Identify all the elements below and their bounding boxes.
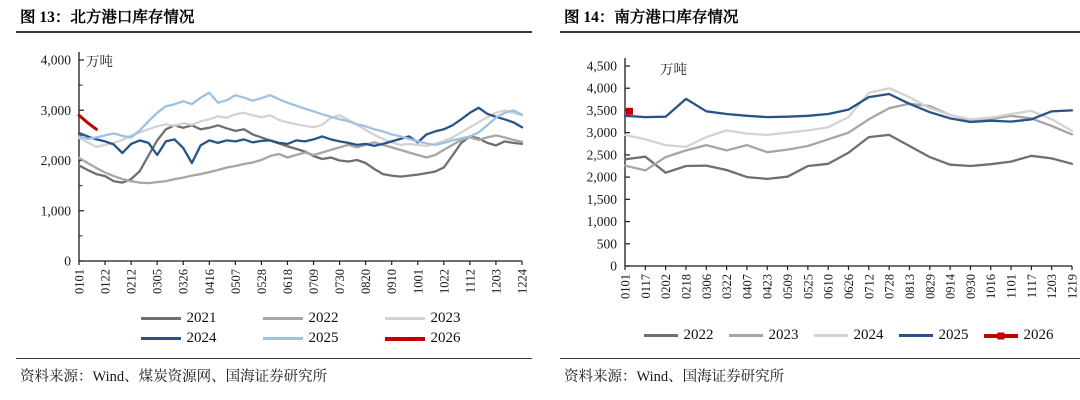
y-tick-label: 3,500 xyxy=(586,102,617,118)
x-tick-label: 1203 xyxy=(489,269,504,294)
y-tick-label: 2,000 xyxy=(586,169,617,185)
legend-item-2024 xyxy=(141,330,217,347)
y-tick-label: 1,500 xyxy=(586,191,617,207)
y-tick-label: 2,500 xyxy=(586,147,617,163)
legend-item-2023 xyxy=(385,310,461,327)
x-tick-label: 0212 xyxy=(124,269,139,294)
series-line-2023 xyxy=(625,104,1072,171)
x-tick-label: 0914 xyxy=(943,274,958,299)
legend-label: 2022 xyxy=(683,327,714,343)
x-tick-label: 0618 xyxy=(280,269,295,294)
y-tick-label: 1,000 xyxy=(586,214,617,230)
x-tick-label: 0407 xyxy=(740,274,755,299)
x-tick-label: 0507 xyxy=(228,269,243,294)
legend-swatch xyxy=(729,334,763,337)
x-tick-label: 0101 xyxy=(72,269,87,294)
y-tick-label: 1,000 xyxy=(40,203,71,219)
x-tick-label: 1016 xyxy=(984,274,999,299)
series-line-2026 xyxy=(79,115,96,129)
x-tick-label: 0525 xyxy=(801,274,816,299)
source-rule xyxy=(560,358,1080,359)
x-tick-label: 0709 xyxy=(307,269,322,294)
legend-row xyxy=(625,327,1072,344)
x-tick-label: 0820 xyxy=(359,269,374,294)
legend-item-2022 xyxy=(263,310,339,327)
legend-swatch xyxy=(385,337,425,341)
x-tick-label: 1224 xyxy=(515,269,530,294)
south-ports-line-chart xyxy=(560,44,1080,310)
y-tick-label: 3,000 xyxy=(586,125,617,141)
legend-swatch xyxy=(814,334,848,337)
y-tick-label: 0 xyxy=(610,258,617,274)
y-tick-label: 4,000 xyxy=(586,80,617,96)
x-tick-label: 0930 xyxy=(963,274,978,299)
x-tick-label: 0322 xyxy=(720,274,735,299)
legend-item-2023 xyxy=(729,327,799,344)
legend-swatch xyxy=(644,334,678,337)
series-line-2025 xyxy=(79,93,522,145)
x-tick-label: 1219 xyxy=(1065,274,1080,299)
y-tick-label: 4,500 xyxy=(586,58,617,74)
x-tick-label: 0626 xyxy=(842,274,856,299)
legend-row xyxy=(79,310,522,327)
legend-label: 2022 xyxy=(308,310,339,326)
legend-label: 2023 xyxy=(430,310,461,326)
legend-label: 2024 xyxy=(186,330,217,346)
x-tick-label: 0730 xyxy=(333,269,348,294)
figure-title-north: 图 13：北方港口库存情况 xyxy=(20,9,195,26)
x-tick-label: 0305 xyxy=(150,269,165,294)
legend-label: 2021 xyxy=(186,310,217,326)
legend-swatch xyxy=(263,317,303,320)
x-tick-label: 0416 xyxy=(202,269,217,294)
legend-swatch xyxy=(263,337,303,340)
chart-legend-north xyxy=(79,310,522,347)
legend-row xyxy=(79,330,522,347)
legend-label: 2026 xyxy=(1023,327,1054,343)
x-tick-label: 0528 xyxy=(254,269,269,294)
x-tick-label: 0218 xyxy=(679,274,694,299)
y-tick-label: 3,000 xyxy=(40,102,71,118)
x-tick-label: 0122 xyxy=(98,269,113,294)
legend-swatch xyxy=(984,334,1018,338)
y-tick-label: 2,000 xyxy=(40,153,71,168)
x-tick-label: 0712 xyxy=(862,274,877,299)
x-tick-label: 0813 xyxy=(902,274,917,299)
legend-item-2021 xyxy=(141,310,217,327)
legend-item-2026 xyxy=(984,327,1054,344)
legend-label: 2026 xyxy=(430,330,461,346)
legend-item-2022 xyxy=(644,327,714,344)
series-line-2022 xyxy=(625,135,1072,179)
x-tick-label: 0829 xyxy=(923,274,938,299)
legend-swatch xyxy=(899,334,933,337)
title-rule xyxy=(560,31,1080,33)
legend-marker xyxy=(997,332,1004,339)
x-tick-label: 0117 xyxy=(638,274,653,299)
x-tick-label: 1022 xyxy=(437,269,452,294)
y-tick-label: 4,000 xyxy=(40,52,71,68)
source-rule xyxy=(16,358,532,359)
title-rule xyxy=(16,31,532,33)
unit-label: 万吨 xyxy=(660,62,687,77)
x-tick-label: 0202 xyxy=(659,274,674,299)
y-tick-label: 0 xyxy=(64,253,71,269)
figure-south-ports xyxy=(560,0,1080,400)
legend-label: 2024 xyxy=(853,327,884,343)
x-tick-label: 0610 xyxy=(821,274,836,299)
source-note-north: 资料来源：Wind、煤炭资源网、国海证券研究所 xyxy=(20,369,328,385)
legend-label: 2023 xyxy=(768,327,799,343)
figure-north-ports xyxy=(16,0,532,400)
legend-item-2024 xyxy=(814,327,884,344)
legend-swatch xyxy=(385,317,425,320)
x-tick-label: 0509 xyxy=(781,274,796,299)
x-tick-label: 0910 xyxy=(385,269,400,294)
legend-label: 2025 xyxy=(308,330,339,346)
x-tick-label: 0101 xyxy=(618,274,633,299)
figure-title-south: 图 14：南方港口库存情况 xyxy=(564,9,739,26)
x-tick-label: 1101 xyxy=(1004,274,1019,299)
legend-swatch xyxy=(141,337,181,340)
y-tick-label: 500 xyxy=(596,236,617,252)
legend-label: 2025 xyxy=(938,327,969,343)
x-tick-label: 0423 xyxy=(760,274,775,299)
x-tick-label: 1001 xyxy=(411,269,426,294)
x-tick-label: 1112 xyxy=(463,269,478,294)
north-ports-line-chart xyxy=(16,44,536,310)
x-tick-label: 0326 xyxy=(176,269,191,294)
legend-item-2025 xyxy=(263,330,339,347)
x-tick-label: 0306 xyxy=(699,274,714,299)
legend-item-2025 xyxy=(899,327,969,344)
legend-item-2026 xyxy=(385,330,461,347)
series-point-2026 xyxy=(626,108,633,115)
legend-swatch xyxy=(141,317,181,320)
unit-label: 万吨 xyxy=(86,54,113,69)
chart-legend-south xyxy=(625,327,1072,344)
x-tick-label: 1203 xyxy=(1045,274,1060,299)
source-note-south: 资料来源：Wind、国海证券研究所 xyxy=(564,369,785,385)
x-tick-label: 0728 xyxy=(882,274,897,299)
x-tick-label: 1117 xyxy=(1024,274,1039,299)
